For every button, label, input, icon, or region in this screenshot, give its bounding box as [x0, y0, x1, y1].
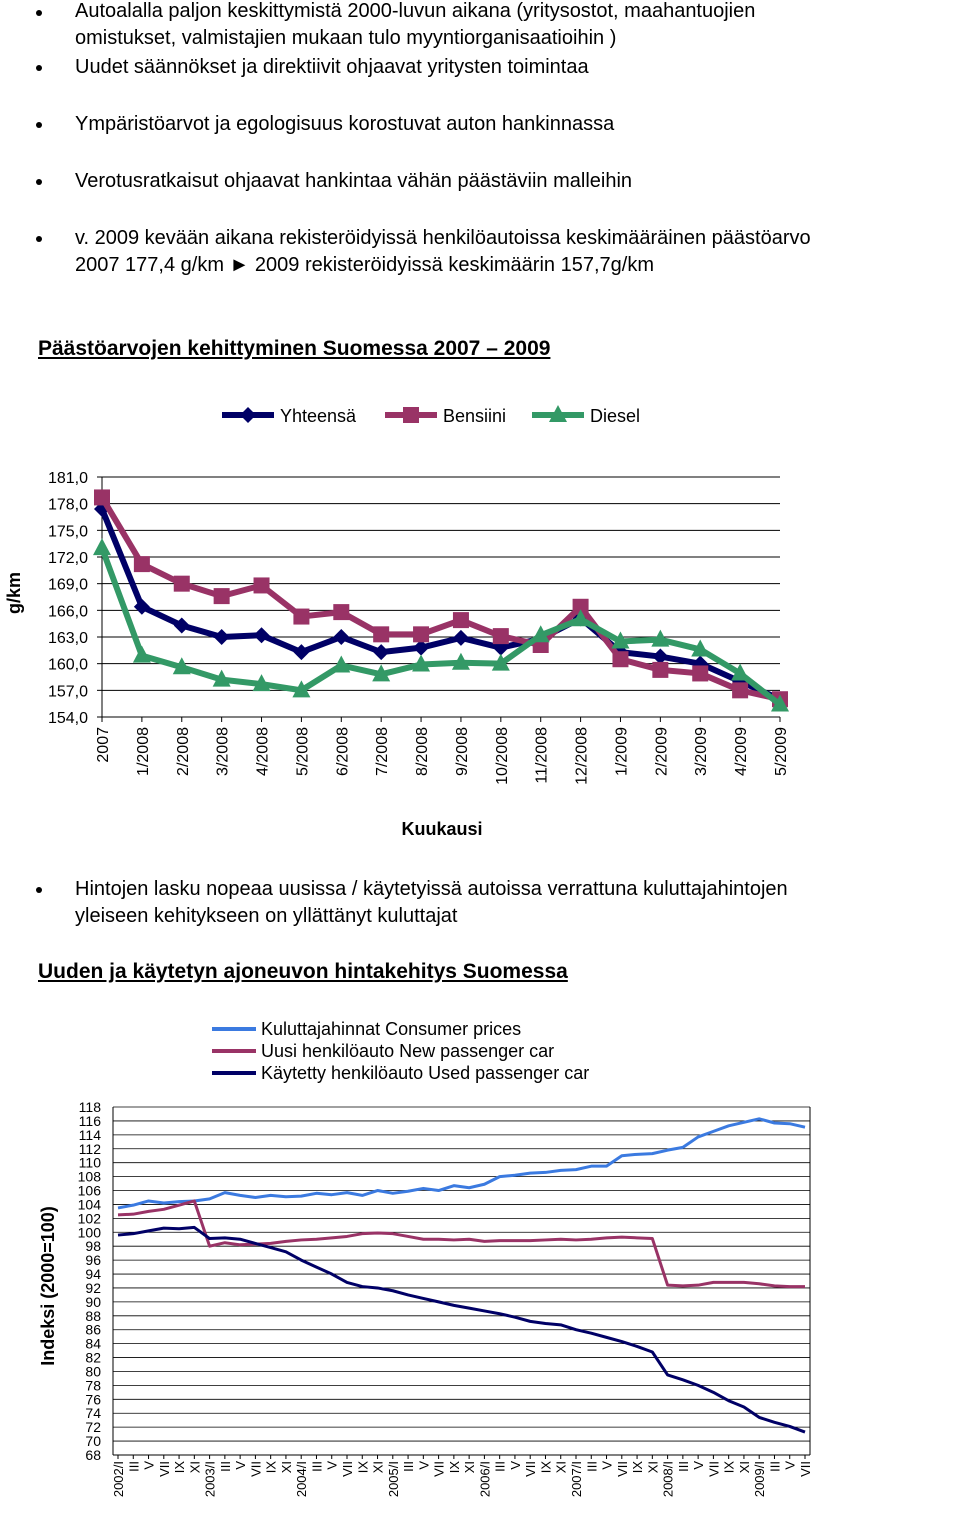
- legend-label: Käytetty henkilöauto Used passenger car: [261, 1063, 590, 1083]
- x-tick-label: XI: [553, 1461, 569, 1474]
- bullet-line: v. 2009 kevään aikana rekisteröidyissä henkilöautoissa keskimääräinen päästöarvo: [75, 227, 811, 249]
- bullet-dot: [36, 65, 42, 71]
- data-point: [93, 538, 111, 555]
- x-tick-label: 7/2008: [374, 727, 392, 776]
- y-tick-label: 163,0: [47, 630, 88, 647]
- y-tick-label: 181,0: [47, 470, 88, 487]
- y-tick-label: 104: [77, 1196, 101, 1213]
- y-tick-label: 98: [85, 1238, 101, 1255]
- emissions-line-chart: [0, 395, 960, 855]
- y-tick-label: 112: [78, 1140, 101, 1157]
- y-tick-label: 160,0: [47, 656, 88, 674]
- data-point: [493, 628, 509, 644]
- section-heading-emissions: Päästöarvojen kehittyminen Suomessa 2007 – 2009: [38, 337, 551, 360]
- x-tick-label: V: [599, 1461, 615, 1470]
- x-tick-label: 5/2008: [294, 727, 312, 776]
- y-tick-label: 175,0: [47, 523, 88, 541]
- data-point: [453, 612, 469, 628]
- data-point: [134, 556, 150, 572]
- x-tick-label: V: [507, 1461, 523, 1470]
- x-tick-label: III: [584, 1461, 600, 1472]
- x-tick-label: V: [416, 1461, 432, 1470]
- x-tick-label: 6/2008: [334, 727, 352, 776]
- y-tick-label: 76: [85, 1391, 101, 1408]
- x-tick-label: VII: [156, 1461, 172, 1477]
- x-tick-label: 2009/I: [752, 1461, 768, 1498]
- x-tick-label: XI: [187, 1461, 203, 1474]
- data-point: [254, 577, 270, 593]
- bullet-dot: [36, 887, 42, 893]
- x-tick-label: III: [767, 1461, 783, 1472]
- data-point: [373, 644, 389, 660]
- y-tick-label: 88: [85, 1307, 101, 1324]
- data-point: [413, 626, 429, 642]
- bullet-item-emissions-2009: [75, 225, 811, 279]
- y-tick-label: 100: [77, 1224, 101, 1241]
- data-point: [333, 629, 349, 645]
- bullet-line: 2007 177,4 g/km ► 2009 rekisteröidyissä keskimäärin 157,7g/km: [75, 254, 654, 276]
- y-tick-label: 172,0: [47, 550, 88, 567]
- x-tick-label: 2007: [95, 727, 112, 763]
- data-point: [94, 489, 110, 505]
- data-point: [732, 682, 748, 698]
- x-tick-label: VII: [798, 1461, 813, 1477]
- x-tick-label: III: [492, 1461, 508, 1472]
- y-tick-label: 178,0: [47, 496, 88, 514]
- x-tick-label: 1/2008: [134, 727, 152, 776]
- section-heading-prices: Uuden ja käytetyn ajoneuvon hintakehitys Suomessa: [38, 960, 568, 983]
- x-tick-label: VII: [431, 1461, 447, 1477]
- x-tick-label: III: [675, 1461, 691, 1472]
- y-tick-label: 92: [85, 1279, 101, 1296]
- x-tick-label: 11/2008: [533, 727, 551, 784]
- x-tick-label: IX: [263, 1461, 279, 1474]
- x-tick-label: 2008/I: [660, 1461, 676, 1498]
- x-tick-label: III: [126, 1461, 142, 1472]
- x-tick-label: III: [309, 1461, 325, 1472]
- x-tick-label: VII: [706, 1461, 722, 1477]
- x-tick-label: V: [782, 1461, 798, 1470]
- legend-label: Uusi henkilöauto New passenger car: [261, 1041, 555, 1061]
- legend-label: Diesel: [590, 406, 641, 426]
- price-index-line-chart: [0, 1010, 960, 1517]
- x-tick-label: XI: [278, 1461, 294, 1474]
- y-tick-label: 68: [85, 1447, 101, 1463]
- x-axis-title: Kuukausi: [401, 819, 483, 839]
- y-tick-label: 118: [78, 1099, 101, 1115]
- bullet-item-environment: [75, 111, 614, 138]
- x-tick-label: V: [141, 1461, 157, 1470]
- x-tick-label: 5/2009: [773, 727, 790, 776]
- bullet-line: Ympäristöarvot ja egologisuus korostuvat auton hankinnassa: [75, 113, 615, 135]
- y-tick-label: 110: [78, 1154, 101, 1171]
- bullet-item-regulations: [75, 54, 589, 81]
- y-axis-title: g/km: [4, 571, 24, 615]
- x-tick-label: 2004/I: [294, 1461, 310, 1498]
- x-tick-label: IX: [630, 1461, 646, 1474]
- x-tick-label: IX: [172, 1461, 188, 1474]
- data-point: [652, 662, 668, 678]
- x-tick-label: VII: [340, 1461, 355, 1477]
- x-tick-label: 9/2008: [453, 727, 471, 776]
- y-tick-label: 114: [78, 1126, 101, 1143]
- x-tick-label: 2006/I: [477, 1461, 493, 1498]
- bullet-dot: [36, 236, 42, 242]
- y-tick-label: 166,0: [47, 603, 88, 621]
- y-tick-label: 74: [85, 1405, 101, 1422]
- legend-label: Yhteensä: [280, 406, 357, 426]
- bullet-line: Uudet säännökset ja direktiivit ohjaavat yritysten toimintaa: [75, 56, 589, 78]
- x-tick-label: 4/2008: [254, 727, 272, 776]
- x-tick-label: 8/2008: [414, 727, 432, 776]
- x-tick-label: 2005/I: [385, 1461, 401, 1498]
- x-tick-label: IX: [721, 1461, 737, 1474]
- y-tick-label: 70: [85, 1433, 101, 1450]
- x-tick-label: V: [324, 1461, 340, 1470]
- x-tick-label: III: [401, 1461, 417, 1472]
- series-line: [102, 497, 780, 699]
- x-tick-label: III: [217, 1461, 233, 1472]
- x-tick-label: 2/2008: [174, 727, 192, 776]
- legend-label: Bensiini: [443, 406, 507, 426]
- x-tick-label: 3/2009: [693, 727, 711, 776]
- bullet-dot: [36, 122, 42, 128]
- y-axis-title: Indeksi (2000=100): [38, 1206, 58, 1366]
- bullet-line: omistukset, valmistajien mukaan tulo myyntiorganisaatioihin ): [75, 27, 617, 49]
- y-tick-label: 90: [85, 1293, 101, 1310]
- x-tick-label: VII: [614, 1461, 630, 1477]
- x-tick-label: 4/2009: [733, 727, 751, 776]
- y-tick-label: 80: [85, 1363, 101, 1380]
- legend-swatch-marker: [403, 407, 419, 423]
- data-point: [692, 665, 708, 681]
- legend-swatch-marker: [240, 407, 256, 423]
- x-tick-label: IX: [446, 1461, 462, 1474]
- bullet-dot: [36, 10, 42, 16]
- x-tick-label: 1/2009: [613, 727, 631, 776]
- x-tick-label: VII: [248, 1461, 264, 1477]
- x-tick-label: XI: [645, 1461, 661, 1474]
- y-tick-label: 169,0: [47, 576, 88, 594]
- bullet-item-price-drop: [75, 876, 788, 930]
- y-tick-label: 157,0: [47, 683, 88, 701]
- x-tick-label: 10/2008: [493, 727, 511, 785]
- x-tick-label: XI: [370, 1461, 386, 1474]
- x-tick-label: 3/2008: [214, 727, 232, 776]
- bullet-item-consolidation: [75, 0, 755, 52]
- data-point: [333, 604, 349, 620]
- y-tick-label: 78: [85, 1377, 101, 1394]
- x-tick-label: V: [691, 1461, 707, 1470]
- legend-label: Kuluttajahinnat Consumer prices: [261, 1019, 522, 1039]
- y-tick-label: 72: [85, 1419, 101, 1436]
- data-point: [373, 626, 389, 642]
- data-point: [214, 629, 230, 645]
- y-tick-label: 94: [85, 1266, 101, 1283]
- y-tick-label: 86: [85, 1321, 101, 1338]
- data-point: [612, 651, 628, 667]
- x-tick-label: XI: [736, 1461, 752, 1474]
- y-tick-label: 116: [78, 1112, 101, 1129]
- x-tick-label: IX: [538, 1461, 554, 1474]
- data-point: [293, 609, 309, 625]
- y-tick-label: 84: [85, 1335, 101, 1352]
- y-tick-label: 96: [85, 1252, 101, 1269]
- bullet-line: yleiseen kehitykseen on yllättänyt kuluttajat: [75, 905, 458, 927]
- y-tick-label: 102: [77, 1210, 101, 1227]
- x-tick-label: XI: [462, 1461, 478, 1474]
- y-tick-label: 154,0: [47, 710, 88, 727]
- data-point: [174, 576, 190, 592]
- data-point: [214, 588, 230, 604]
- y-tick-label: 106: [77, 1182, 101, 1199]
- series-line: [118, 1119, 805, 1208]
- x-tick-label: V: [233, 1461, 249, 1470]
- data-point: [133, 646, 151, 663]
- y-tick-label: 108: [77, 1168, 101, 1185]
- bullet-item-taxation: [75, 168, 632, 195]
- x-tick-label: 2002/I: [111, 1461, 126, 1498]
- x-tick-label: 2007/I: [569, 1461, 584, 1498]
- y-tick-label: 82: [85, 1349, 101, 1366]
- bullet-line: Verotusratkaisut ohjaavat hankintaa vähän päästäviin malleihin: [75, 170, 633, 192]
- x-tick-label: IX: [355, 1461, 371, 1474]
- bullet-dot: [36, 179, 42, 185]
- bullet-line: Autoalalla paljon keskittymistä 2000-luvun aikana (yritysostot, maahantuojien: [75, 0, 756, 22]
- x-tick-label: VII: [523, 1461, 539, 1477]
- x-tick-label: 2/2009: [653, 727, 671, 776]
- data-point: [453, 630, 469, 646]
- bullet-line: Hintojen lasku nopeaa uusissa / käytetyissä autoissa verrattuna kuluttajahintojen: [75, 878, 788, 900]
- x-tick-label: 12/2008: [573, 727, 591, 785]
- x-tick-label: 2003/I: [202, 1461, 218, 1498]
